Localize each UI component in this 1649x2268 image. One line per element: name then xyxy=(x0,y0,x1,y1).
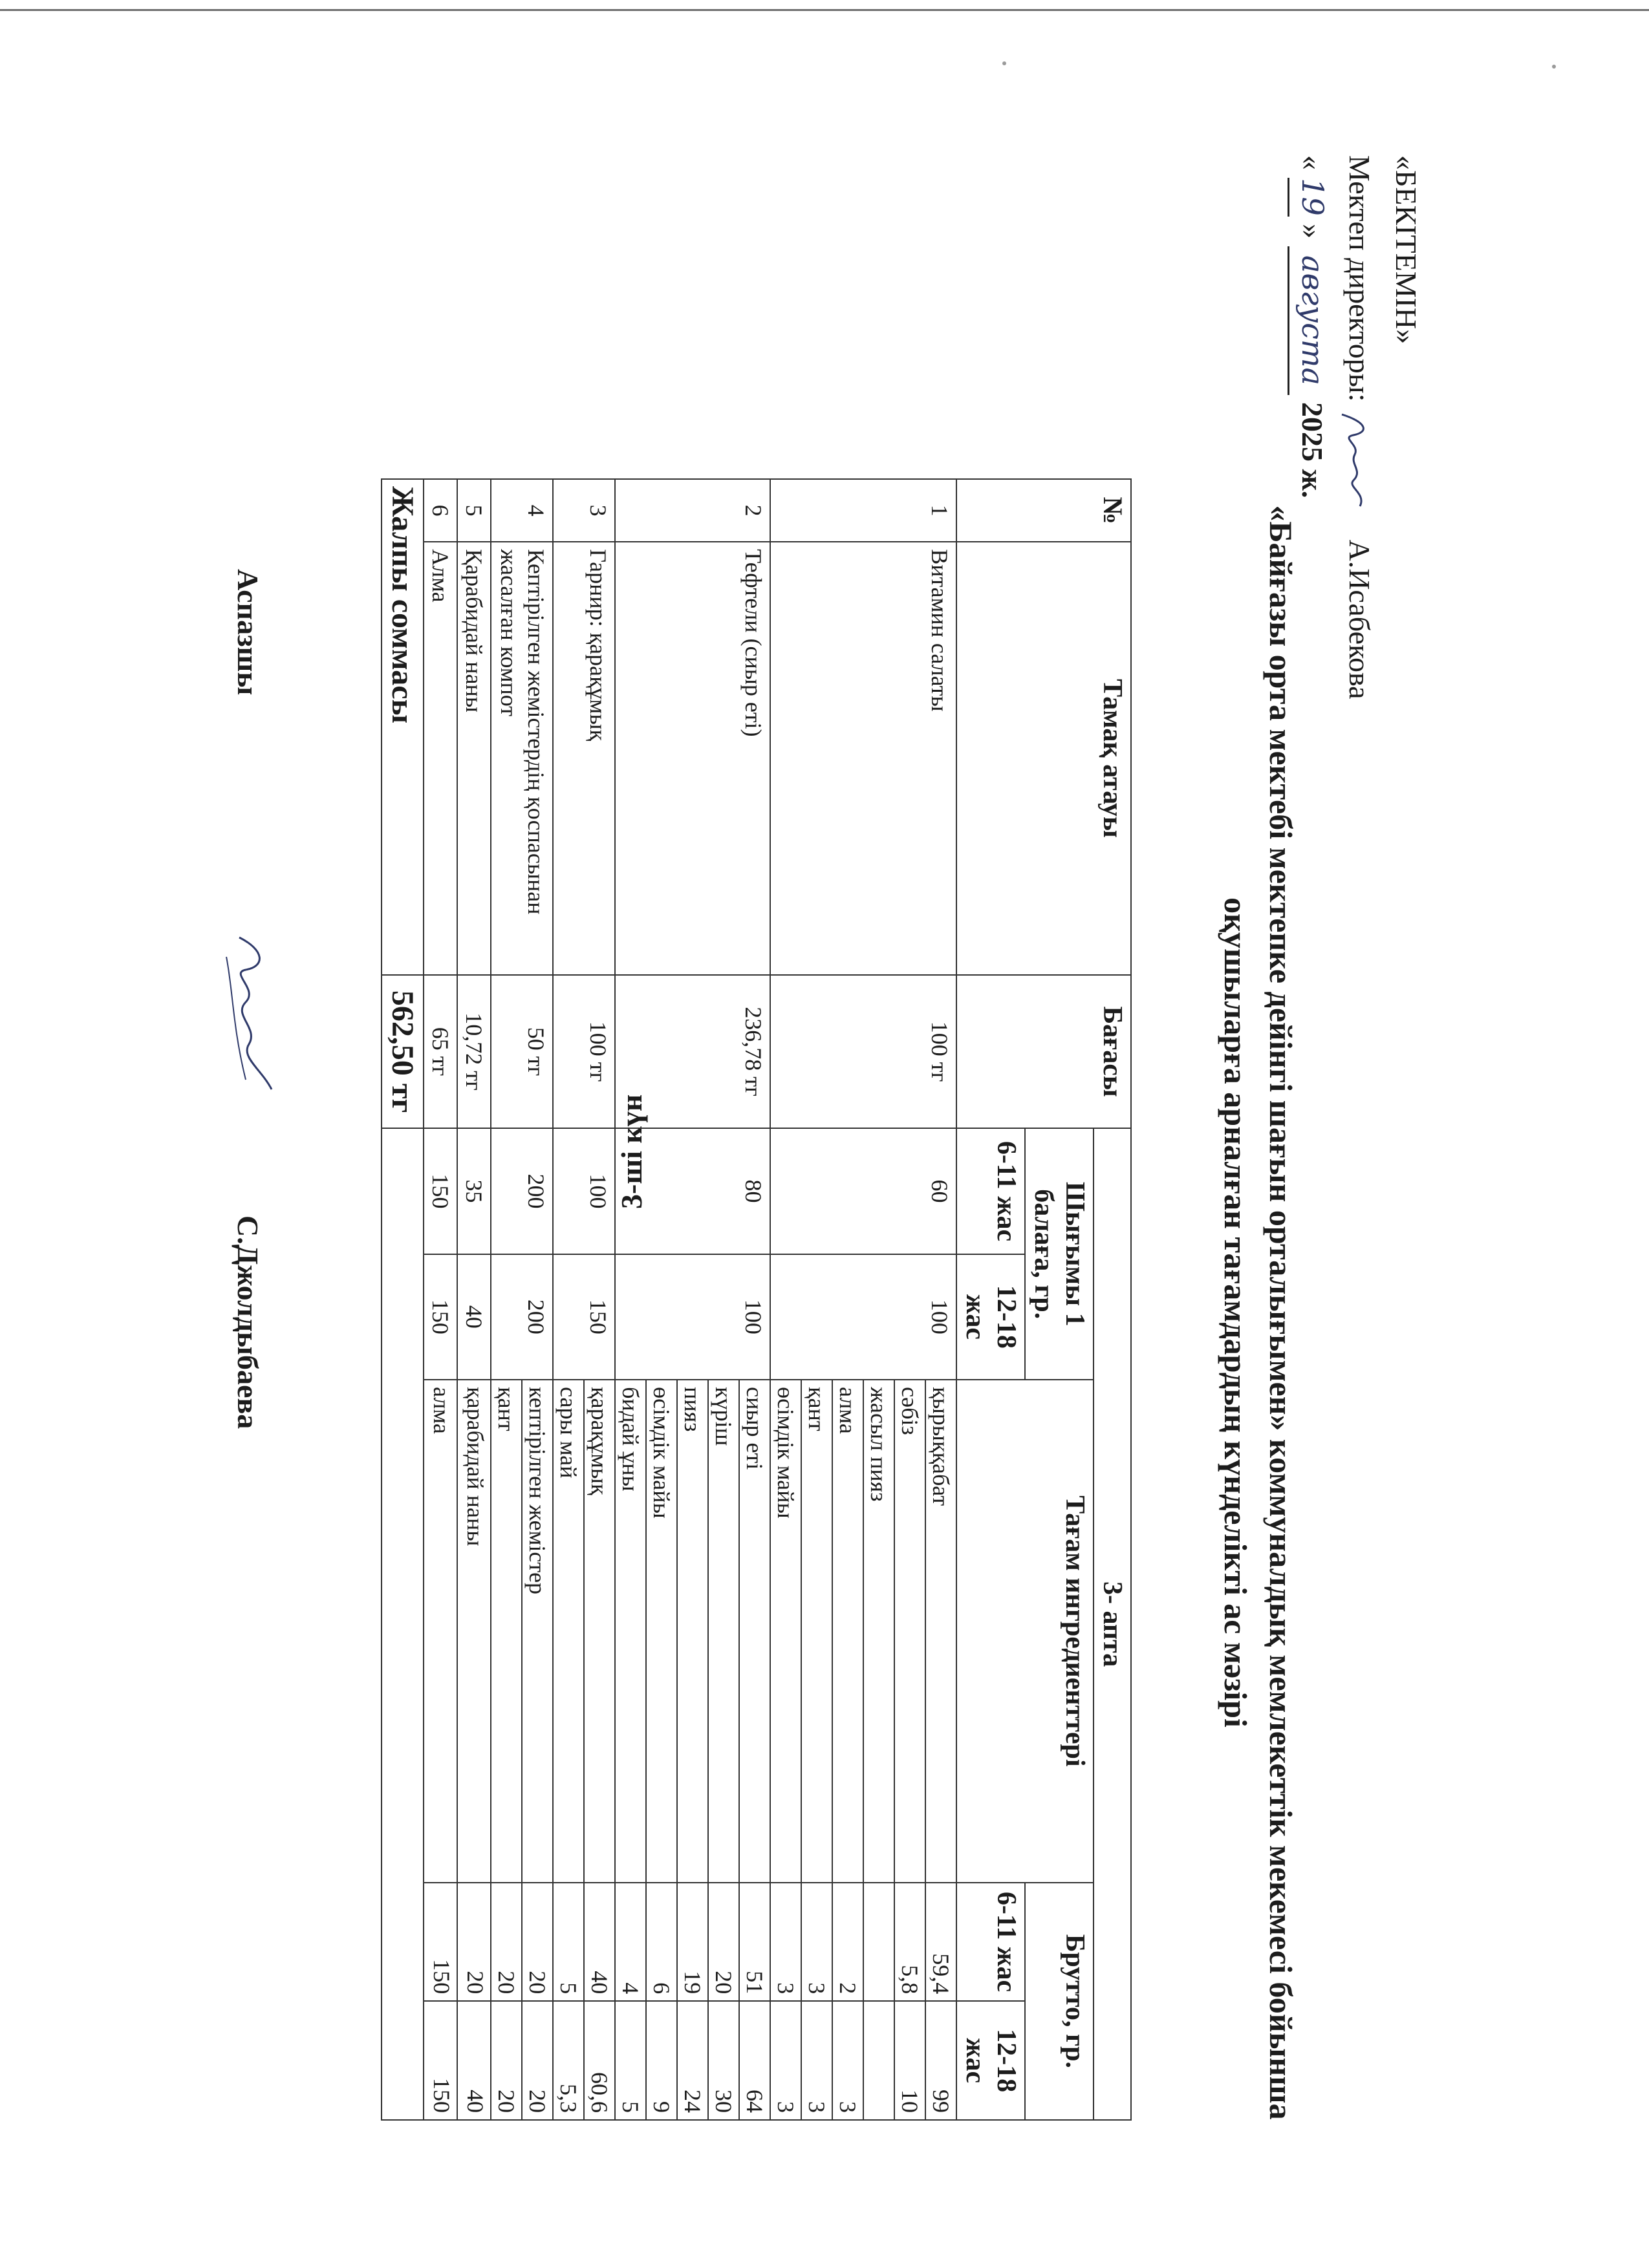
header-number: № xyxy=(956,479,1131,542)
dish-number: 5 xyxy=(457,479,491,542)
ingredient-name: бидай ұны xyxy=(615,1380,646,1883)
date-quote-close: » xyxy=(1296,224,1329,239)
dish-number: 1 xyxy=(770,479,956,542)
date-quote-open: « xyxy=(1296,155,1329,170)
dish-price: 236,78 тг xyxy=(615,975,770,1129)
total-value: 562,50 тг xyxy=(382,975,424,1129)
header-dish: Тамақ атауы xyxy=(956,542,1131,975)
ingredient-gross-6-11: 20 xyxy=(491,1883,522,2002)
header-gross: Брутто, гр. xyxy=(1025,1883,1094,2120)
table-row xyxy=(424,479,457,2120)
ingredient-name: қарабидай наны xyxy=(457,1380,491,1883)
header-output-age-12-18: 12-18 жас xyxy=(956,1254,1025,1380)
ingredient-gross-6-11: 20 xyxy=(457,1883,491,2002)
ingredient-gross-6-11: 3 xyxy=(801,1883,832,2002)
ingredient-gross-6-11: 20 xyxy=(708,1883,739,2002)
header-output-age-6-11: 6-11 жас xyxy=(956,1128,1025,1254)
header-gross-age-6-11: 6-11 жас xyxy=(956,1883,1025,2002)
ingredient-gross-12-18: 150 xyxy=(424,2001,457,2120)
ingredient-gross-6-11: 59,4 xyxy=(925,1883,956,2002)
table-row xyxy=(925,479,956,2120)
approval-heading: «БЕКІТЕМІН» xyxy=(1390,155,1423,345)
dish-output-12-18: 100 xyxy=(770,1254,956,1380)
ingredient-gross-12-18: 9 xyxy=(646,2001,677,2120)
ingredient-gross-12-18: 5 xyxy=(615,2001,646,2120)
dish-output-12-18: 200 xyxy=(491,1254,553,1380)
ingredient-gross-12-18 xyxy=(863,2001,894,2120)
ingredient-gross-6-11: 19 xyxy=(677,1883,708,2002)
ingredient-name: қырыққабат xyxy=(925,1380,956,1883)
ingredient-gross-12-18: 99 xyxy=(925,2001,956,2120)
ingredient-name: қарақұмық xyxy=(584,1380,615,1883)
total-row xyxy=(382,479,424,2120)
day-label: 3-ші күн xyxy=(615,1094,648,1209)
ingredient-gross-6-11 xyxy=(863,1883,894,2002)
ingredient-gross-12-18: 30 xyxy=(708,2001,739,2120)
director-line xyxy=(1336,155,1383,700)
dish-number: 3 xyxy=(553,479,615,542)
dish-price: 100 тг xyxy=(770,975,956,1129)
dish-name: Қарабидай наны xyxy=(457,542,491,975)
ingredient-gross-12-18: 3 xyxy=(770,2001,801,2120)
ingredient-name: сәбіз xyxy=(894,1380,925,1883)
dish-name: Алма xyxy=(424,542,457,975)
dish-name: Витамин салаты xyxy=(770,542,956,975)
ingredient-name: жасыл пияз xyxy=(863,1380,894,1883)
ingredient-name: қант xyxy=(801,1380,832,1883)
scan-speck xyxy=(1002,61,1006,65)
document-title-line-2: оқушыларға арналған тағамдардың күнделікті ас мәзірі xyxy=(1218,897,1254,1728)
ingredient-gross-12-18: 20 xyxy=(491,2001,522,2120)
dish-output-6-11: 80 xyxy=(615,1128,770,1254)
ingredient-gross-12-18: 3 xyxy=(801,2001,832,2120)
dish-output-6-11: 60 xyxy=(770,1128,956,1254)
approval-block xyxy=(1288,155,1429,700)
menu-document xyxy=(110,116,1468,2198)
header-ingredients: Тағам ингредиенттері xyxy=(956,1380,1094,1883)
dish-output-6-11: 200 xyxy=(491,1128,553,1254)
ingredient-name: алма xyxy=(832,1380,863,1883)
date-day: 19 xyxy=(1288,178,1336,217)
table-row xyxy=(522,479,553,2120)
header-gross-age-12-18: 12-18 жас xyxy=(956,2001,1025,2120)
ingredient-name: пияз xyxy=(677,1380,708,1883)
ingredient-name: өсімдік майы xyxy=(770,1380,801,1883)
total-label: Жалпы соммасы xyxy=(382,479,424,975)
director-label: Мектеп директоры: xyxy=(1343,155,1376,402)
ingredient-gross-6-11: 6 xyxy=(646,1883,677,2002)
table-row xyxy=(457,479,491,2120)
dish-price: 65 тг xyxy=(424,975,457,1129)
ingredient-gross-6-11: 3 xyxy=(770,1883,801,2002)
dish-output-6-11: 150 xyxy=(424,1128,457,1254)
ingredient-gross-6-11: 5 xyxy=(553,1883,584,2002)
ingredient-gross-6-11: 150 xyxy=(424,1883,457,2002)
table-row xyxy=(739,479,770,2120)
ingredient-gross-6-11: 40 xyxy=(584,1883,615,2002)
scan-speck xyxy=(1552,65,1556,69)
ingredient-gross-12-18: 60,6 xyxy=(584,2001,615,2120)
date-month: августа xyxy=(1288,246,1336,395)
date-year: 2025 ж. xyxy=(1296,402,1329,498)
dish-number: 6 xyxy=(424,479,457,542)
ingredient-name: қант xyxy=(491,1380,522,1883)
header-output: Шығымы 1 балаға, гр. xyxy=(1025,1128,1094,1380)
dish-output-6-11: 100 xyxy=(553,1128,615,1254)
ingredient-gross-12-18: 3 xyxy=(832,2001,863,2120)
scan-edge-line xyxy=(0,9,1649,11)
dish-output-12-18: 150 xyxy=(424,1254,457,1380)
ingredient-gross-12-18: 40 xyxy=(457,2001,491,2120)
menu-table-body xyxy=(424,479,956,2120)
cook-label: Аспазшы xyxy=(232,569,264,696)
ingredient-name: өсімдік майы xyxy=(646,1380,677,1883)
dish-name: Кептірілген жемістердің қоспасынан жасалған компот xyxy=(491,542,553,975)
ingredient-gross-6-11: 5,8 xyxy=(894,1883,925,2002)
cook-name: С.Джолдыбаева xyxy=(232,1215,264,1429)
document-title-line-1: «Байғазы орта мектебі мектепке дейінгі шағын орталығымен» коммуналдық мемлекеттік мекемесі бойынша xyxy=(1263,505,1299,2120)
ingredient-gross-6-11: 4 xyxy=(615,1883,646,2002)
ingredient-gross-6-11: 20 xyxy=(522,1883,553,2002)
ingredient-gross-12-18: 24 xyxy=(677,2001,708,2120)
dish-output-6-11: 35 xyxy=(457,1128,491,1254)
ingredient-gross-6-11: 51 xyxy=(739,1883,770,2002)
director-signature xyxy=(1341,409,1373,519)
ingredient-name: күріш xyxy=(708,1380,739,1883)
dish-name: Тефтели (сиыр еті) xyxy=(615,542,770,975)
ingredient-name: сары май xyxy=(553,1380,584,1883)
header-week: 3- апта xyxy=(1094,1128,1131,2120)
dish-number: 2 xyxy=(615,479,770,542)
cook-signature xyxy=(206,931,285,1099)
header-price: Бағасы xyxy=(956,975,1131,1129)
dish-price: 100 тг xyxy=(553,975,615,1129)
ingredient-gross-12-18: 5,3 xyxy=(553,2001,584,2120)
ingredient-gross-12-18: 20 xyxy=(522,2001,553,2120)
ingredient-name: алма xyxy=(424,1380,457,1883)
table-row xyxy=(584,479,615,2120)
dish-price: 50 тг xyxy=(491,975,553,1129)
dish-number: 4 xyxy=(491,479,553,542)
ingredient-gross-12-18: 10 xyxy=(894,2001,925,2120)
ingredient-name: кептірілген жемістер xyxy=(522,1380,553,1883)
dish-name: Гарнир: қарақұмық xyxy=(553,542,615,975)
dish-price: 10,72 тг xyxy=(457,975,491,1129)
ingredient-name: сиыр еті xyxy=(739,1380,770,1883)
total-empty xyxy=(382,1128,424,2120)
dish-output-12-18: 150 xyxy=(553,1254,615,1380)
dish-output-12-18: 100 xyxy=(615,1254,770,1380)
ingredient-gross-12-18: 64 xyxy=(739,2001,770,2120)
director-name: А.Исабекова xyxy=(1343,539,1376,700)
ingredient-gross-6-11: 2 xyxy=(832,1883,863,2002)
menu-table xyxy=(381,478,1132,2121)
dish-output-12-18: 40 xyxy=(457,1254,491,1380)
